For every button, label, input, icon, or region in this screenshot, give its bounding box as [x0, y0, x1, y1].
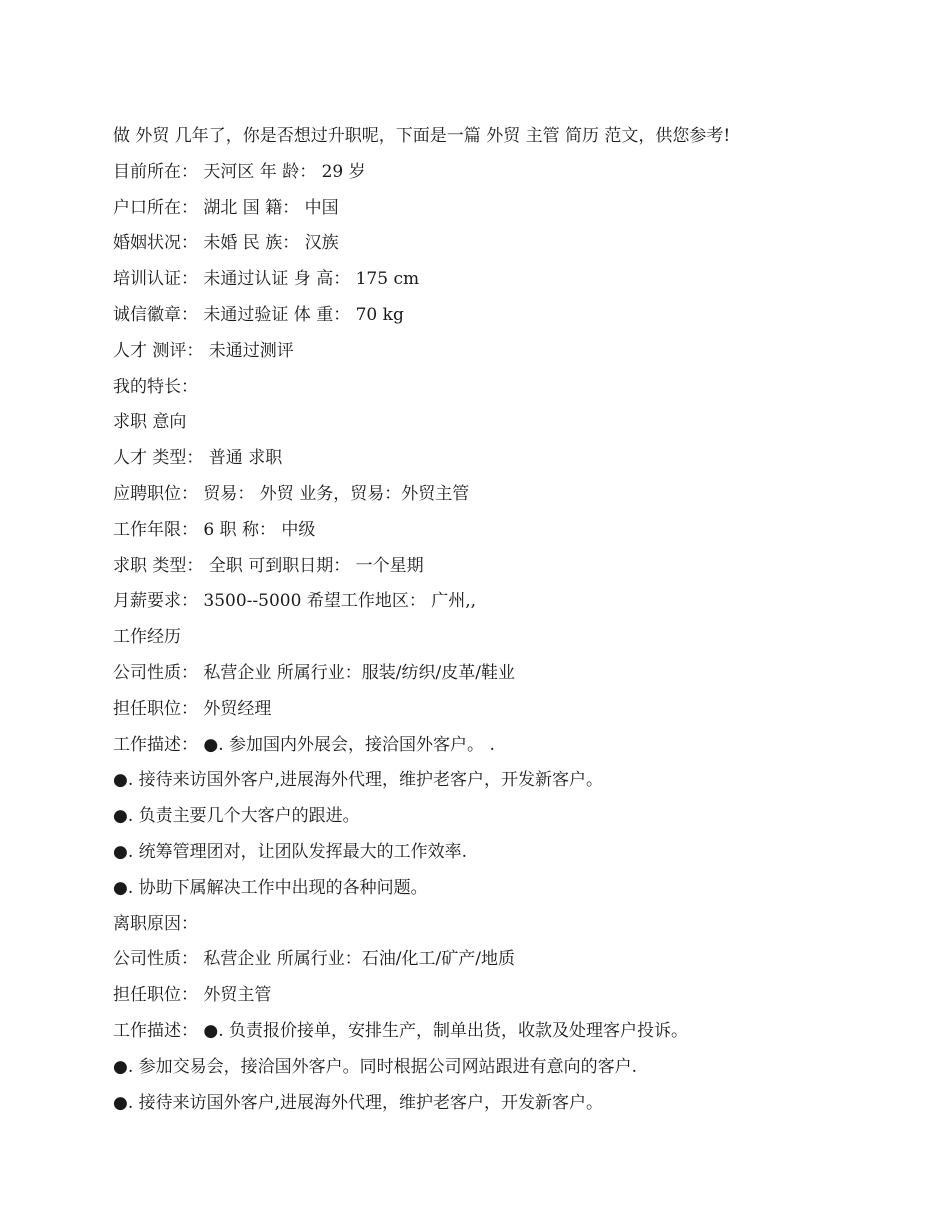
- intro-line: 做 外贸 几年了，你是否想过升职呢，下面是一篇 外贸 主管 简历 范文，供您参考!: [113, 126, 731, 146]
- specialties-line: 我的特长：: [113, 376, 198, 397]
- household-registration-line: 户口所在： 湖北 国 籍： 中国: [113, 197, 339, 218]
- company-nature-line: 公司性质： 私营企业 所属行业：服装/纺织/皮革/鞋业: [113, 662, 515, 683]
- position-held-line: 担任职位： 外贸经理: [113, 698, 272, 719]
- bullet-item: ●. 接待来访国外客户,进展海外代理，维护老客户，开发新客户。: [113, 770, 604, 791]
- position-held-line: 担任职位： 外贸主管: [113, 985, 272, 1006]
- talent-assessment-line: 人才 测评： 未通过测评: [113, 340, 294, 361]
- integrity-badge-line: 诚信徽章： 未通过验证 体 重： 70 kg: [113, 304, 404, 325]
- training-certification-line: 培训认证： 未通过认证 身 高： 175 cm: [113, 269, 420, 290]
- current-location-line: 目前所在： 天河区 年 龄： 29 岁: [113, 161, 366, 182]
- document-body: [113, 119, 893, 1121]
- bullet-item: ●. 协助下属解决工作中出现的各种问题。: [113, 877, 428, 898]
- bullet-item: ●. 接待来访国外客户,进展海外代理，维护老客户，开发新客户。: [113, 1092, 604, 1113]
- work-experience-heading: 工作经历: [113, 627, 181, 648]
- applied-position-line: 应聘职位： 贸易： 外贸 业务，贸易：外贸主管: [113, 483, 470, 504]
- leaving-reason-line: 离职原因：: [113, 913, 198, 934]
- bullet-item: ●. 参加交易会，接洽国外客户。同时根据公司网站跟进有意向的客户.: [113, 1056, 638, 1077]
- talent-type-line: 人才 类型： 普通 求职: [113, 448, 283, 469]
- salary-requirement-line: 月薪要求： 3500--5000 希望工作地区： 广州,,: [113, 591, 477, 612]
- job-description-line: 工作描述： ●. 参加国内外展会，接洽国外客户。 .: [113, 734, 495, 755]
- job-description-line: 工作描述： ●. 负责报价接单，安排生产，制单出货，收款及处理客户投诉。: [113, 1020, 689, 1041]
- job-intention-heading: 求职 意向: [113, 412, 187, 433]
- work-years-line: 工作年限： 6 职 称： 中级: [113, 519, 316, 540]
- bullet-item: ●. 负责主要几个大客户的跟进。: [113, 806, 360, 827]
- company-nature-line: 公司性质： 私营企业 所属行业：石油/化工/矿产/地质: [113, 949, 515, 970]
- marital-status-line: 婚姻状况： 未婚 民 族： 汉族: [113, 233, 339, 254]
- bullet-item: ●. 统筹管理团对，让团队发挥最大的工作效率.: [113, 841, 468, 862]
- job-type-line: 求职 类型： 全职 可到职日期： 一个星期: [113, 555, 424, 576]
